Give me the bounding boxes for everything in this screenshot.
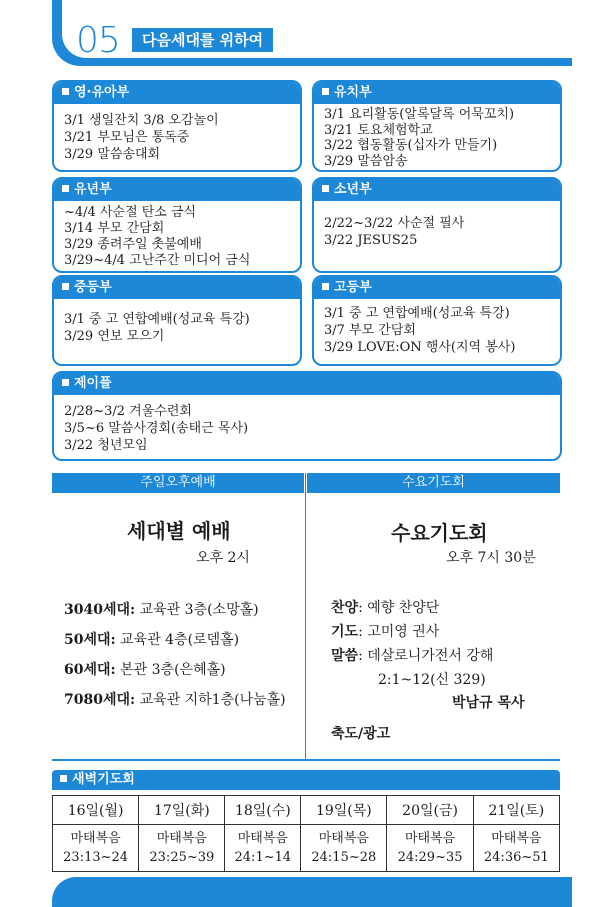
sunday-header: 주일오후예배 (52, 473, 304, 493)
book: 마태복음 (491, 831, 542, 846)
day-cell: 16일(월) (53, 796, 139, 825)
section-number: 05 (76, 20, 120, 61)
dept-name: 유치부 (334, 85, 372, 100)
praise-value: : 예향 찬양단 (358, 600, 440, 616)
day-cell: 18일(수) (225, 796, 301, 825)
verse: 2:1~12(신 329) (378, 672, 486, 688)
verse: 23:13~24 (63, 850, 129, 865)
square-bullet-icon (62, 379, 69, 386)
dept-name: 제이플 (74, 376, 112, 391)
dept-line: 3/22 JESUS25 (324, 233, 418, 248)
section-title: 다음세대를 위하여 (132, 28, 273, 52)
dept-header (54, 82, 300, 104)
verse: 24:29~35 (397, 850, 463, 865)
dept-box-middle (52, 275, 302, 366)
day-cell: 19일(목) (301, 796, 387, 825)
dept-line: 3/21 부모님은 통독중 (64, 130, 190, 145)
day-cell: 20일(금) (387, 796, 473, 825)
square-bullet-icon (62, 283, 69, 290)
dept-box-high (312, 275, 562, 366)
reading-cell (139, 825, 225, 872)
dept-header (54, 179, 300, 201)
table-row (53, 825, 560, 872)
reading-cell (53, 825, 139, 872)
verse: 23:25~39 (149, 850, 215, 865)
dept-line: 3/5~6 말씀사경회(송태근 목사) (64, 421, 249, 436)
table-row (53, 796, 560, 825)
dept-header (54, 373, 560, 395)
dept-line: 3/29 말씀송대회 (64, 147, 161, 162)
prayer-row (331, 621, 439, 641)
book: 마태복음 (237, 831, 288, 846)
word-label: 말씀 (331, 648, 359, 664)
dept-box-jplay (52, 371, 562, 461)
reading-cell (225, 825, 301, 872)
room-place: 교육관 3층(소망홀) (139, 602, 259, 618)
reading-cell (301, 825, 387, 872)
section-divider (52, 759, 560, 761)
dept-header (314, 179, 560, 201)
praise-row (331, 597, 439, 617)
dawn-header-label: 새벽기도회 (72, 772, 135, 787)
bottom-banner (52, 877, 572, 907)
reading-cell (387, 825, 473, 872)
dept-name: 소년부 (334, 182, 372, 197)
dept-name: 유년부 (74, 182, 112, 197)
square-bullet-icon (322, 88, 329, 95)
square-bullet-icon (62, 88, 69, 95)
column-divider (305, 473, 306, 759)
room-gen: 3040세대: (64, 602, 136, 618)
dept-box-kindergarten (312, 80, 562, 172)
dept-name: 중등부 (74, 280, 112, 295)
dept-line: 2/28~3/2 겨울수련회 (64, 404, 192, 419)
room-gen: 7080세대: (64, 692, 136, 708)
dept-line: 3/21 토요체험학교 (324, 122, 433, 138)
dept-line: 3/1 중 고 연합예배(성교육 특강) (324, 306, 510, 321)
prayer-value: : 고미영 권사 (358, 624, 440, 640)
dept-line: 3/29 종려주일 촛불예배 (64, 237, 202, 252)
square-bullet-icon (322, 185, 329, 192)
word-row (331, 645, 493, 665)
book: 마태복음 (156, 831, 207, 846)
square-bullet-icon (60, 775, 67, 782)
wednesday-header: 수요기도회 (307, 473, 560, 493)
room-row (64, 689, 286, 709)
dept-line: 3/1 중 고 연합예배(성교육 특강) (64, 312, 250, 327)
dept-name: 영·유아부 (74, 85, 130, 100)
praise-label: 찬양 (331, 600, 359, 616)
day-cell: 17일(화) (139, 796, 225, 825)
dept-line: 3/1 요리활동(알록달록 어묵꼬치) (324, 107, 515, 122)
dept-header (314, 277, 560, 299)
sunday-title: 세대별 예배 (127, 519, 231, 543)
dept-line: 3/7 부모 간담회 (324, 323, 416, 338)
dept-line: 3/29~4/4 고난주간 미디어 금식 (64, 253, 251, 268)
dept-line: 3/22 협동활동(십자가 만들기) (324, 138, 498, 153)
dept-line: 3/29 연보 모으기 (64, 329, 165, 344)
dept-line: 3/29 LOVE:ON 행사(지역 봉사) (324, 340, 516, 355)
preacher: 박남규 목사 (452, 695, 525, 711)
dept-line: 3/22 청년모임 (64, 438, 148, 453)
dept-line: 2/22~3/22 사순절 필사 (324, 216, 465, 231)
dawn-table (52, 795, 560, 872)
dept-line: 3/29 말씀암송 (324, 153, 408, 169)
room-row (64, 599, 259, 619)
dept-line: 3/1 생일잔치 3/8 오감놀이 (64, 113, 219, 128)
dept-name: 고등부 (334, 280, 372, 295)
day-cell: 21일(토) (473, 796, 559, 825)
dept-header (314, 82, 560, 104)
room-gen: 50세대: (64, 632, 116, 648)
verse: 24:15~28 (311, 850, 377, 865)
verse: 24:36~51 (483, 850, 549, 865)
room-place: 교육관 지하1층(나눔홀) (139, 692, 286, 708)
room-row (64, 659, 226, 679)
square-bullet-icon (62, 185, 69, 192)
sunday-time: 오후 2시 (196, 550, 250, 566)
dawn-header (52, 770, 560, 790)
dept-line: 3/14 부모 간담회 (64, 221, 165, 236)
room-place: 교육관 4층(로뎀홀) (120, 632, 240, 648)
book: 마태복음 (404, 831, 456, 846)
room-row (64, 629, 239, 649)
dept-box-infant (52, 80, 302, 172)
book: 마태복음 (318, 831, 369, 846)
dept-line: ~4/4 사순절 탄소 금식 (64, 205, 197, 220)
closing: 축도/광고 (331, 726, 391, 742)
book: 마태복음 (70, 831, 121, 846)
dept-box-elementary-lower (52, 177, 302, 273)
room-gen: 60세대: (64, 662, 116, 678)
square-bullet-icon (322, 283, 329, 290)
dept-box-elementary-upper (312, 177, 562, 273)
verse: 24:1~14 (234, 850, 292, 865)
word-value: : 데살로니가전서 강해 (358, 648, 494, 664)
wednesday-time: 오후 7시 30분 (446, 550, 536, 566)
dept-header (54, 277, 300, 299)
reading-cell (473, 825, 559, 872)
prayer-label: 기도 (331, 624, 359, 640)
wednesday-title: 수요기도회 (391, 521, 488, 545)
room-place: 본관 3층(은혜홀) (120, 662, 226, 678)
